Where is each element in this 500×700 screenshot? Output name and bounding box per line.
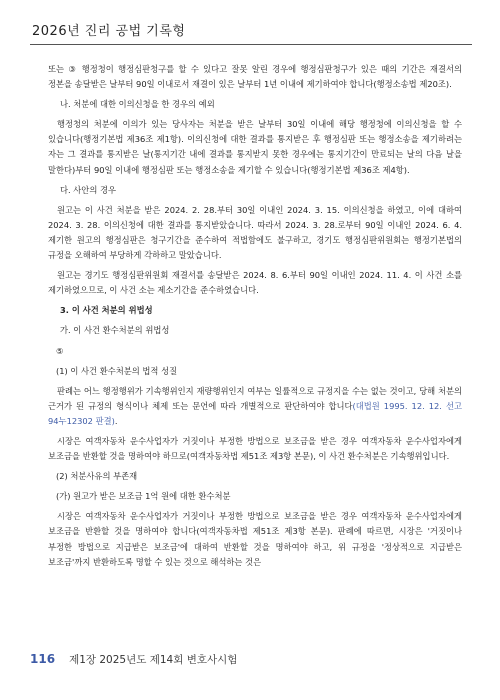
page-footer [30,652,237,667]
section-heading-3: 3. 이 사건 처분의 위법성 [60,305,153,316]
paragraph-3: 원고는 이 사건 처분을 받은 2024. 2. 28.부터 30일 이내인 2024. 3. 15. 이의신청을 하였고, 이에 대하여 2024. 3. 28. 이의신청에 대한 결과를 통지받았습니다. 따라서 2024. 3. 28.로부터 90일 이내인 2024. 6. 4. 제기한 원고의 행정심판은 청구기간을 준수하여 적법함에도 불구하고, 경기도 행정심판위원회는 행정기본법의 규정을 오해하여 부당하게 각하하고 말았습니다. [48,204,462,261]
chapter-title: 제1장 2025년도 제14회 변호사시험 [69,654,238,666]
paragraph-5-text: 판례는 어느 행정행위가 기속행위인지 재량행위인지 여부는 일률적으로 규정지을 수는 없는 것이고, 당해 처분의 근거가 된 규정의 형식이나 체제 또는 문언에 따라 개별적으로 판단하여야 합니다 [48,385,462,411]
subsection-heading-1: (1) 이 사건 환수처분의 법적 성질 [56,365,178,376]
header-divider [30,44,472,45]
paragraph-5-end: . [114,415,118,426]
document-body [48,62,462,575]
page-header-title: 2026년 진리 공법 기록형 [32,24,186,39]
paragraph-6: 시장은 여객자동차 운수사업자가 거짓이나 부정한 방법으로 보조금을 받은 경우 여객자동차 운수사업자에게 보조금을 반환할 것을 명하여야 하므로(여객자동차법 제51조 제3항 본문), 이 사건 환수처분은 기속행위입니다. [48,435,462,462]
paragraph-4: 원고는 경기도 행정심판위원회 재결서를 송달받은 2024. 8. 6.부터 90일 이내인 2024. 11. 4. 이 사건 소를 제기하였으므로, 이 사건 소는 제소기간을 준수하였습니다. [48,270,462,296]
paragraph-1: 또는 ③ 행정청이 행정심판청구를 할 수 있다고 잘못 알린 경우에 행정심판청구가 있은 때의 기간은 재결서의 정본을 송달받은 날부터 90일 이내로서 재결이 있은 날부터 1년 이내에 제기하여야 합니다(행정소송법 제20조). [48,64,462,90]
subsection-heading-2: (2) 처분사유의 부존재 [56,471,138,482]
circled-marker-5: ⑤ [56,345,64,356]
subsection-heading-ga: (가) 원고가 받은 보조금 1억 원에 대한 환수처분 [56,491,231,502]
section-heading-da: 다. 사안의 경우 [60,184,117,195]
paragraph-7: 시장은 여객자동차 운수사업자가 거짓이나 부정한 방법으로 보조금을 받은 경우 여객자동차 운수사업자에게 보조금을 반환할 것을 명하여야 합니다(여객자동차법 제51조 제3항 본문). 판례에 따르면, 시장은 '거짓이나 부정한 방법으로 지급받은 보조금'에 대하여 반환할 것을 명하여야 하고, 위 규정을 '정상적으로 지급받은 보조금'까지 반환하도록 명할 수 있는 것으로 해석하는 것은 [48,511,462,567]
case-citation: (대법원 1995. 12. 12. 선고 94누12302 판결) [48,400,462,426]
section-heading-na: 나. 처분에 대한 이의신청을 한 경우의 예외 [60,99,215,110]
paragraph-5 [48,384,462,429]
section-heading-ga: 가. 이 사건 환수처분의 위법성 [60,325,170,336]
paragraph-2: 행정청의 처분에 이의가 있는 당사자는 처분을 받은 날부터 30일 이내에 해당 행정청에 이의신청을 할 수 있습니다(행정기본법 제36조 제1항). 이의신청에 대한 결과를 통지받은 후 행정심판 또는 행정소송을 제기하려는 자는 그 결과를 통지받은 날(통지기간 내에 결과를 통지받지 못한 경우에는 통지기간이 만료되는 날의 다음 날을 말한다)부터 90일 이내에 행정심판 또는 행정소송을 제기할 수 있습니다(행정기본법 제36조 제4항). [48,119,462,175]
page-number: 116 [30,652,56,666]
